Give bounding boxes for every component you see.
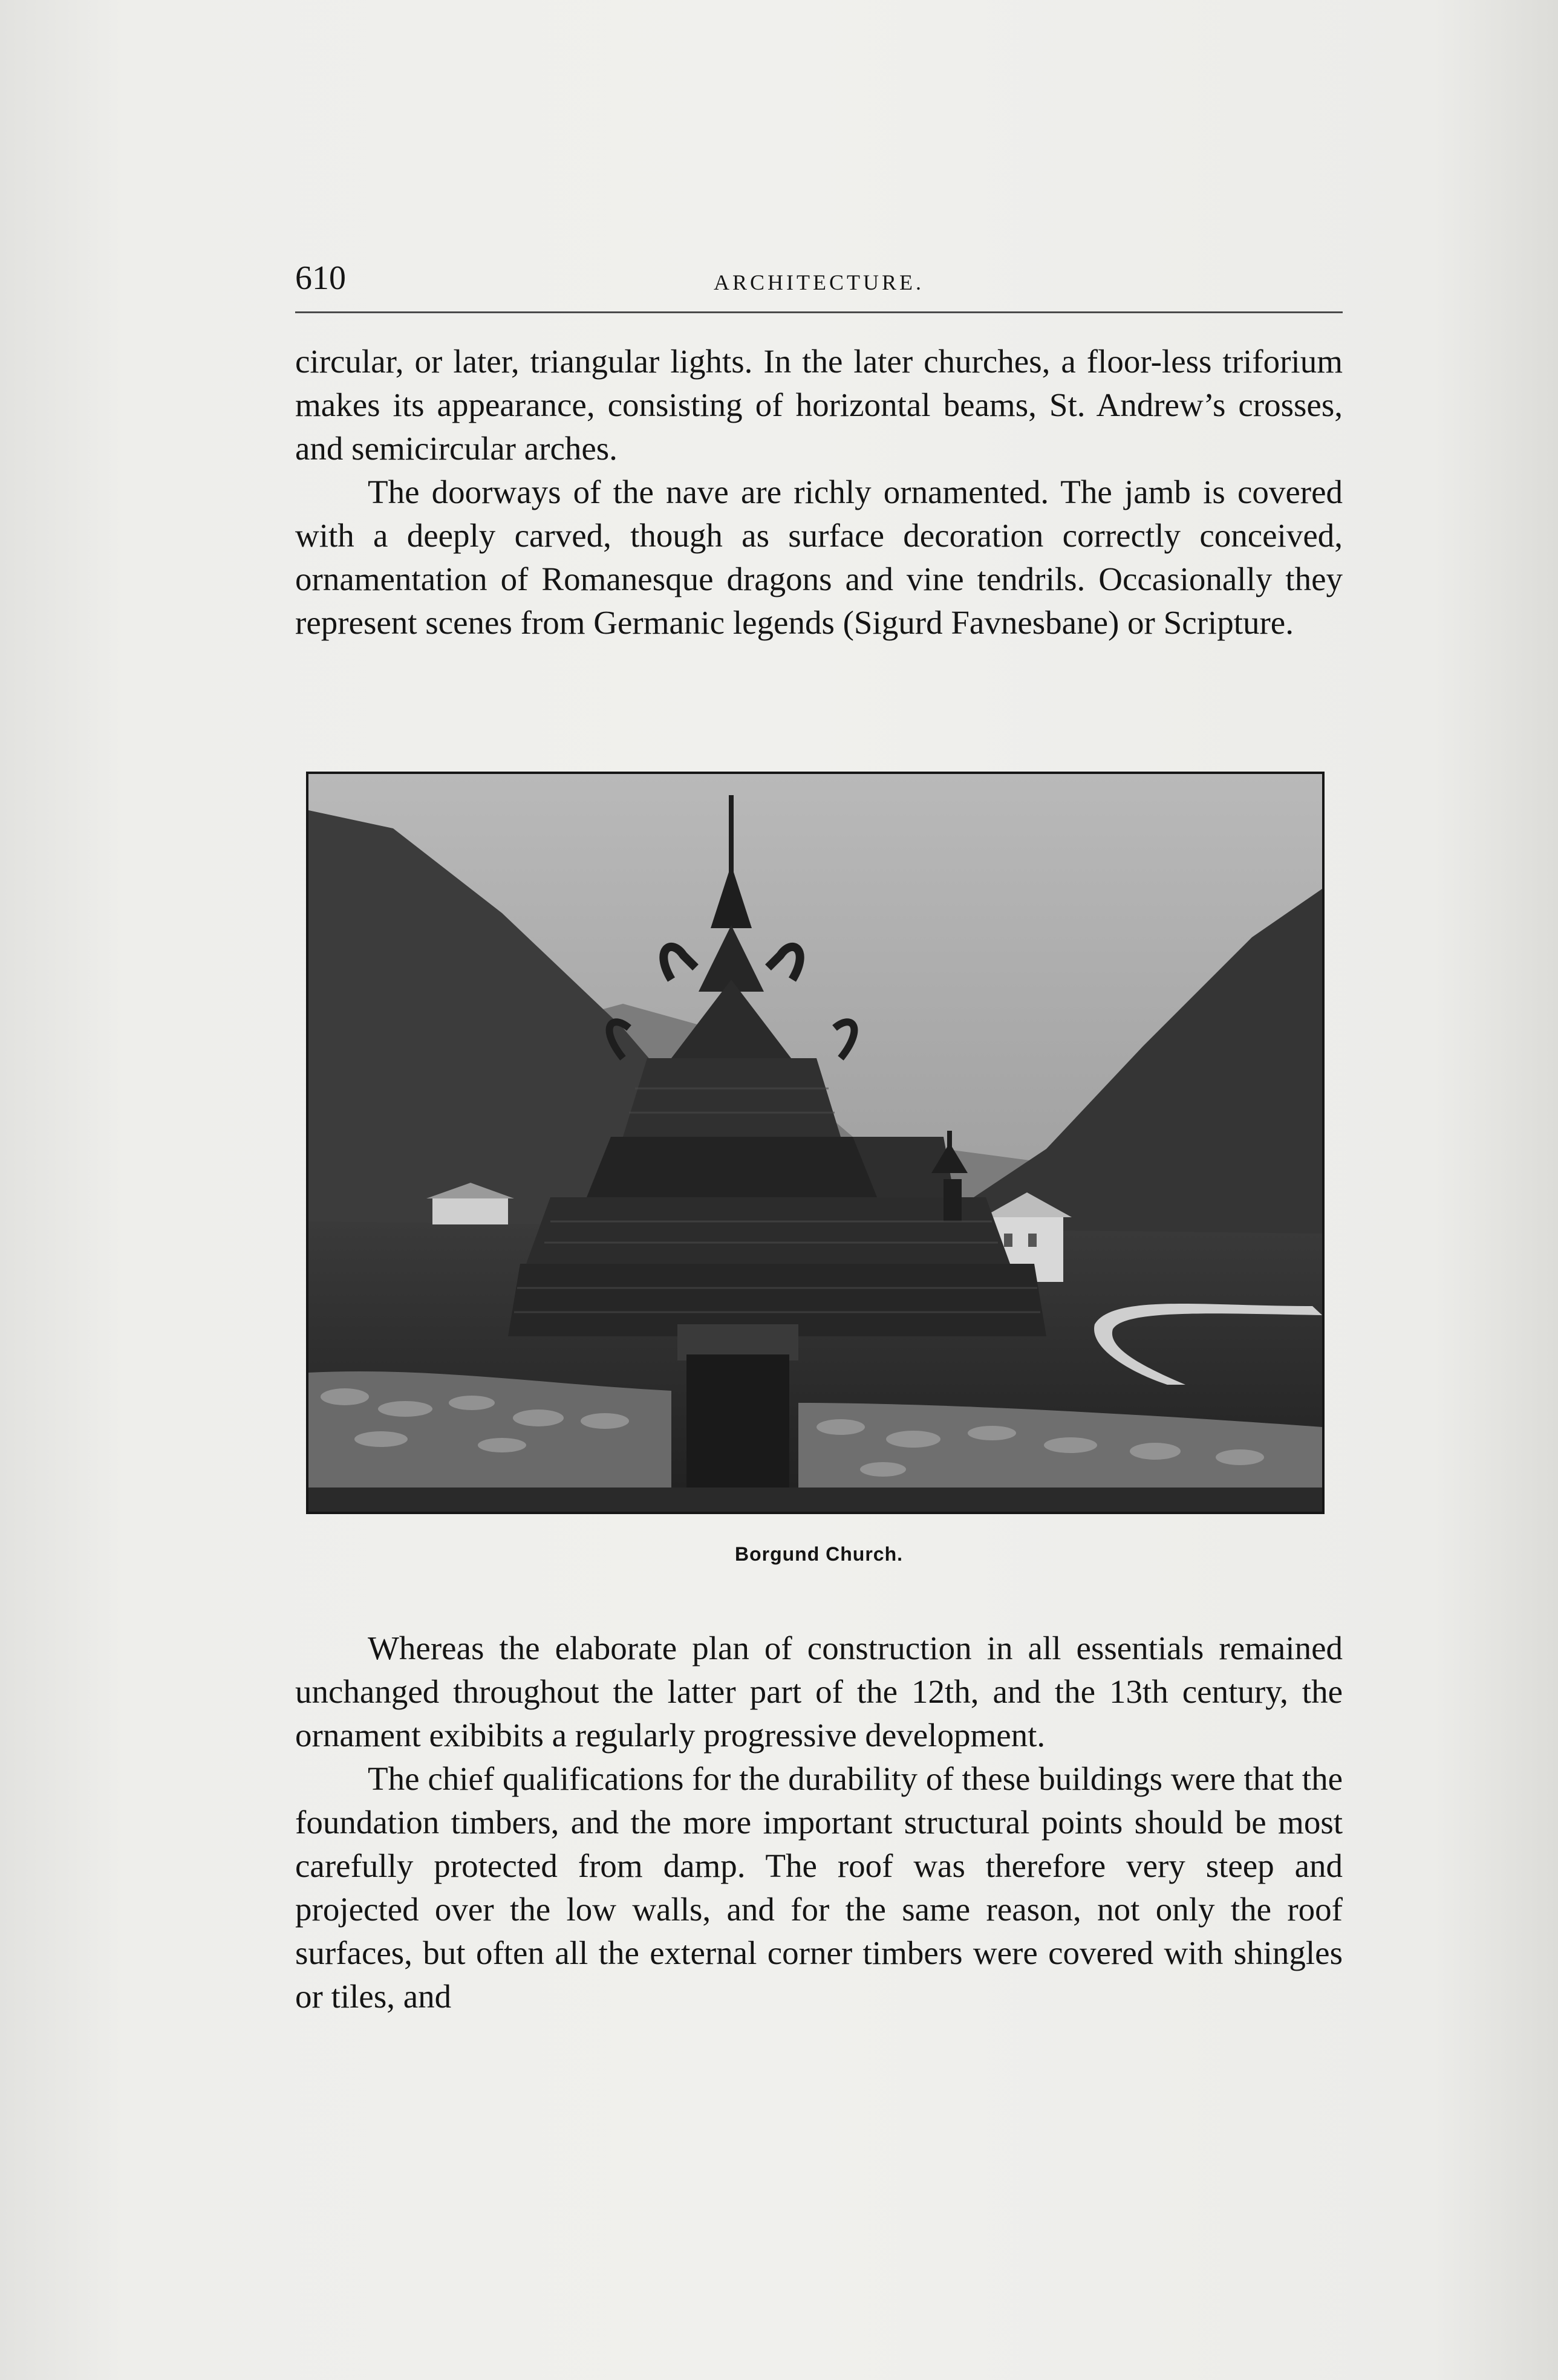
body-text-top bbox=[295, 340, 1343, 645]
paragraph: The doorways of the nave are richly ornamented. The jamb is covered with a deeply carved, though as surface decoration correctly conceived, ornamentation of Romanesque dragons and vine tendrils. Occasionally they represent scenes from Germanic legends (Sigurd Favnesbane) or Scripture. bbox=[295, 473, 1343, 641]
church-photograph bbox=[306, 772, 1325, 1514]
page-header bbox=[295, 257, 1343, 313]
paragraph: circular, or later, triangular lights. In the later churches, a floor-less triforium makes its appearance, consisting of horizontal beams, St. Andrew’s crosses, and semicircular arches. bbox=[295, 343, 1343, 467]
body-text-bottom bbox=[295, 1627, 1343, 2018]
page-number: 610 bbox=[295, 259, 346, 297]
figure-caption: Borgund Church. bbox=[734, 1543, 904, 1565]
paragraph: The chief qualifications for the durability of these buildings were that the foundation timbers, and the more important structural points should be most carefully protected from damp. The roof was therefore very steep and projected over the low walls, and for the same reason, not only the roof surfaces, but often all the external corner timbers were covered with shingles or tiles, and bbox=[295, 1760, 1343, 2015]
paragraph: Whereas the elaborate plan of construction in all essentials remained unchanged throughout the latter part of the 12th, and the 13th century, the ornament exibibits a regularly progressive development. bbox=[295, 1630, 1343, 1754]
running-head: ARCHITECTURE. bbox=[714, 270, 924, 294]
borgund-church-photo bbox=[308, 774, 1322, 1512]
